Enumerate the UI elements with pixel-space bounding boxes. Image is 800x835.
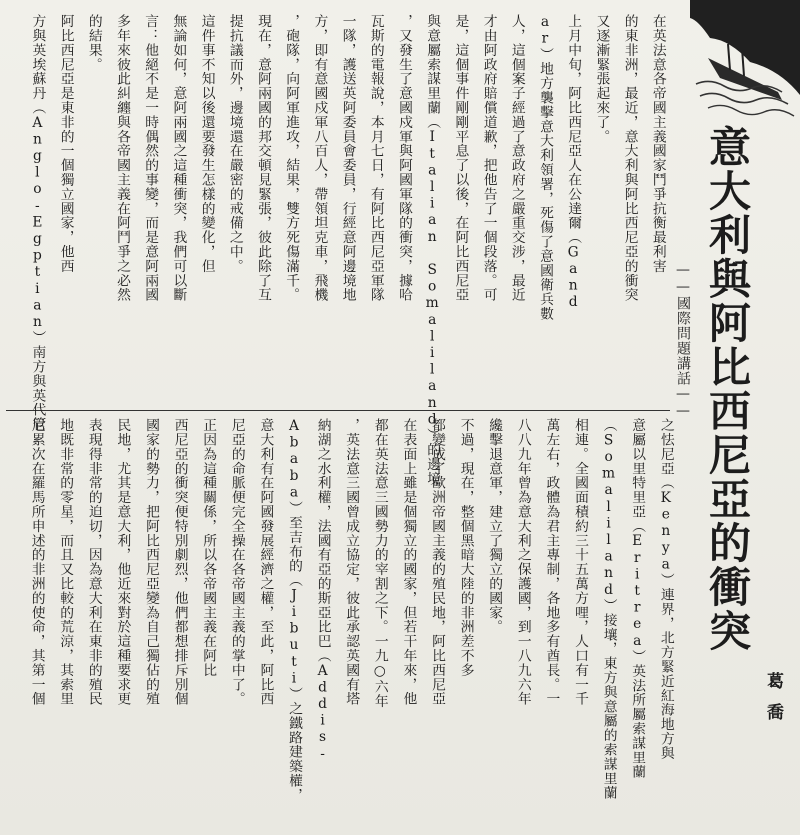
text-column: ，又發生了意國戍軍與阿國軍隊的衝突，據哈 [395,14,412,302]
text-column: 的東非洲，最近，意大利與阿比西尼亞的衝突 [621,14,638,302]
text-column: 在表面上雖是個獨立的國家，但若干年來，他 [400,418,417,706]
text-column: 尼累次在羅馬所申述的非洲的使命，其第一個 [28,418,45,706]
text-column: 是，這個事件剛剛平息了以後，在阿比西尼亞 [452,14,469,302]
text-column: 纔擊退意軍，建立了獨立的國家。 [486,418,503,634]
text-column: 都在英法意三國勢力的宰割之下。一九○六年 [371,418,388,709]
section-divider [6,410,670,411]
text-column: Ababa）至吉布的（Jibuti）之鐵路建築權， [285,418,302,803]
text-column: 都變成了歐洲帝國主義的殖民地，阿比西尼亞 [428,418,445,706]
text-column: 不過，現在，整個黑暗大陸的非洲差不多 [457,418,474,678]
text-column: 提抗議而外，邊境還在嚴密的戒備之中。 [226,14,243,274]
text-column: 瓦斯的電報說，本月七日，有阿比西尼亞軍隊 [367,14,384,302]
text-column: 表現得非常的迫切，因為意大利在東非的殖民 [85,418,102,706]
text-column: 地既非常的零星，而且又比較的荒涼，其索里 [57,418,74,706]
text-column: 言：他絕不是一時偶然的事變，而是意阿兩國 [142,14,159,302]
text-column: 方與英埃蘇丹（Anglo-Egptian）南方與英代管 [29,14,46,432]
text-column: 多年來彼此糾纏與各帝國主義在阿鬥爭之必然 [113,14,130,302]
text-column: 上月中旬，阿比西尼亞人在公達爾（Gand [565,14,582,311]
text-column: 這件事不知以後還要發生怎樣的變化，但 [198,14,215,274]
text-column: 國家的勢力，把阿比西尼亞變為自己獨佔的殖 [142,418,159,706]
text-column: 意屬以里特里亞（Eritrea）英法所屬索謀里蘭 [629,418,646,779]
text-column: 八八九年曾為意大利之保護國，到一八九六年 [514,418,531,706]
text-column: 西尼亞的衝突便特別劇烈，他們都想排斥別個 [171,418,188,706]
text-column: 之怯尼亞（Kenya）連界，北方緊近紅海地方與 [657,418,674,761]
text-column: 在英法意各帝國主義國家鬥爭抗衡最利害 [649,14,666,274]
article-title: 意大利與阿比西尼亞的衝突 [703,125,752,653]
text-column: 的結果。 [85,14,102,72]
text-column: 尼亞的命脈便完全操在各帝國主義的掌中了。 [228,418,245,706]
text-column: 現在，意阿兩國的邦交頓見緊張，彼此除了互 [254,14,271,302]
text-column: 正因為這種關係，所以各帝國主義在阿比 [200,418,217,678]
text-column: 又逐漸緊張起來了。 [593,14,610,144]
text-column: ar）地方襲擊意大利領署，死傷了意國衛兵數 [536,14,553,321]
text-column: 才由阿政府賠償道歉，把他告了一個段落。可 [480,14,497,302]
text-column: 相連。全國面積約三十五萬方哩，人口有一千 [571,418,588,706]
text-column: （Somaliland）接壤，東方與意屬的索謀里蘭 [600,418,617,800]
text-column: 一隊，護送英阿委員會委員，行經意阿邊境地 [339,14,356,302]
text-column: 無論如何，意阿兩國之這種衝突，我們可以斷 [170,14,187,302]
text-column: 方，即有意國戍軍八百人，帶領坦克車，飛機 [311,14,328,302]
text-column: ，英法意三國曾成立協定，彼此承認英國有塔 [343,418,360,706]
author-name: 葛喬 [763,672,783,734]
text-column: ，砲隊，向阿軍進攻，結果，雙方死傷滿千。 [283,14,300,302]
text-column: 意大利有在阿國發展經濟之權，至此，阿比西 [257,418,274,706]
ship-logo-icon [690,0,800,120]
article-subtitle: ——國際問題講話—— [675,262,691,420]
text-column: 萬左右，政體為君主專制，各地多有酋長。一 [543,418,560,706]
text-column: 與意屬索謀里蘭（Italian Somaliland）的邊境 [424,14,441,486]
text-column: 阿比西尼亞是東非的一個獨立國家，他西 [57,14,74,274]
text-column: 人，這個案子經過了意政府之嚴重交涉，最近 [508,14,525,302]
text-column: 民地，尤其是意大利，他近來對於這種要求更 [114,418,131,706]
text-column: 納湖之水利權，法國有亞的斯亞比巴（Addis- [314,418,331,763]
